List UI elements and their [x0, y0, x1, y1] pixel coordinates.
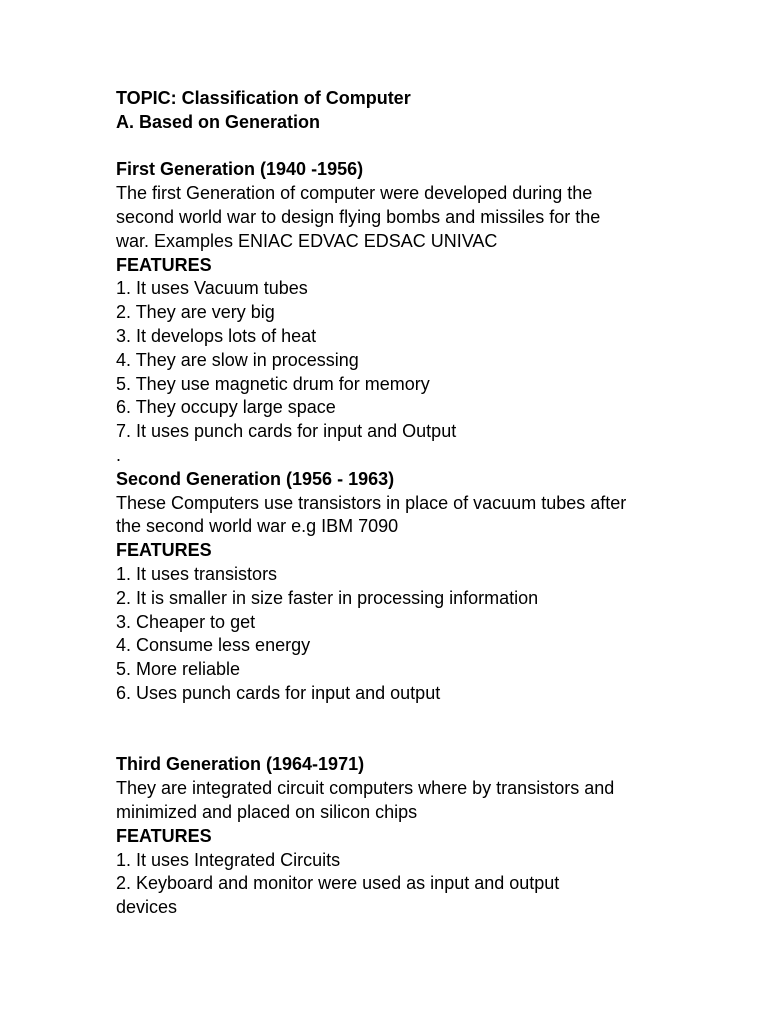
- feature-item: 7. It uses punch cards for input and Output: [116, 421, 457, 442]
- document-page: [116, 87, 736, 920]
- subtopic-title: A. Based on Generation: [116, 111, 321, 132]
- section-desc-line: the second world war e.g IBM 7090: [116, 516, 399, 537]
- section-desc-line: minimized and placed on silicon chips: [116, 801, 418, 822]
- section-desc-line: war. Examples ENIAC EDVAC EDSAC UNIVAC: [116, 230, 498, 251]
- feature-item: 5. More reliable: [116, 659, 241, 680]
- section-heading-second-generation: Second Generation (1956 - 1963): [116, 468, 395, 489]
- features-label: FEATURES: [116, 254, 212, 275]
- feature-item: 1. It uses Integrated Circuits: [116, 849, 341, 870]
- spacer: [116, 135, 736, 159]
- feature-item: 2. They are very big: [116, 302, 275, 323]
- feature-item: 1. It uses transistors: [116, 563, 278, 584]
- feature-item: devices: [116, 897, 178, 918]
- feature-item: 1. It uses Vacuum tubes: [116, 278, 308, 299]
- feature-item: 5. They use magnetic drum for memory: [116, 373, 430, 394]
- feature-item: 2. Keyboard and monitor were used as input and output: [116, 873, 560, 894]
- feature-item: 3. Cheaper to get: [116, 611, 256, 632]
- feature-item: 4. Consume less energy: [116, 635, 311, 656]
- spacer: [116, 706, 736, 754]
- trailing-period: .: [116, 444, 122, 465]
- feature-item: 6. They occupy large space: [116, 397, 336, 418]
- section-desc-line: second world war to design flying bombs and missiles for the: [116, 206, 601, 227]
- section-desc-line: These Computers use transistors in place of vacuum tubes after: [116, 492, 627, 513]
- section-heading-first-generation: First Generation (1940 -1956): [116, 159, 364, 180]
- feature-item: 6. Uses punch cards for input and output: [116, 682, 441, 703]
- feature-item: 4. They are slow in processing: [116, 349, 359, 370]
- section-heading-third-generation: Third Generation (1964-1971): [116, 754, 365, 775]
- feature-item: 2. It is smaller in size faster in processing information: [116, 587, 539, 608]
- section-desc-line: The first Generation of computer were developed during the: [116, 183, 593, 204]
- feature-item: 3. It develops lots of heat: [116, 325, 317, 346]
- section-desc-line: They are integrated circuit computers where by transistors and: [116, 778, 615, 799]
- topic-title: TOPIC: Classification of Computer: [116, 88, 411, 108]
- features-label: FEATURES: [116, 825, 212, 846]
- features-label: FEATURES: [116, 540, 212, 561]
